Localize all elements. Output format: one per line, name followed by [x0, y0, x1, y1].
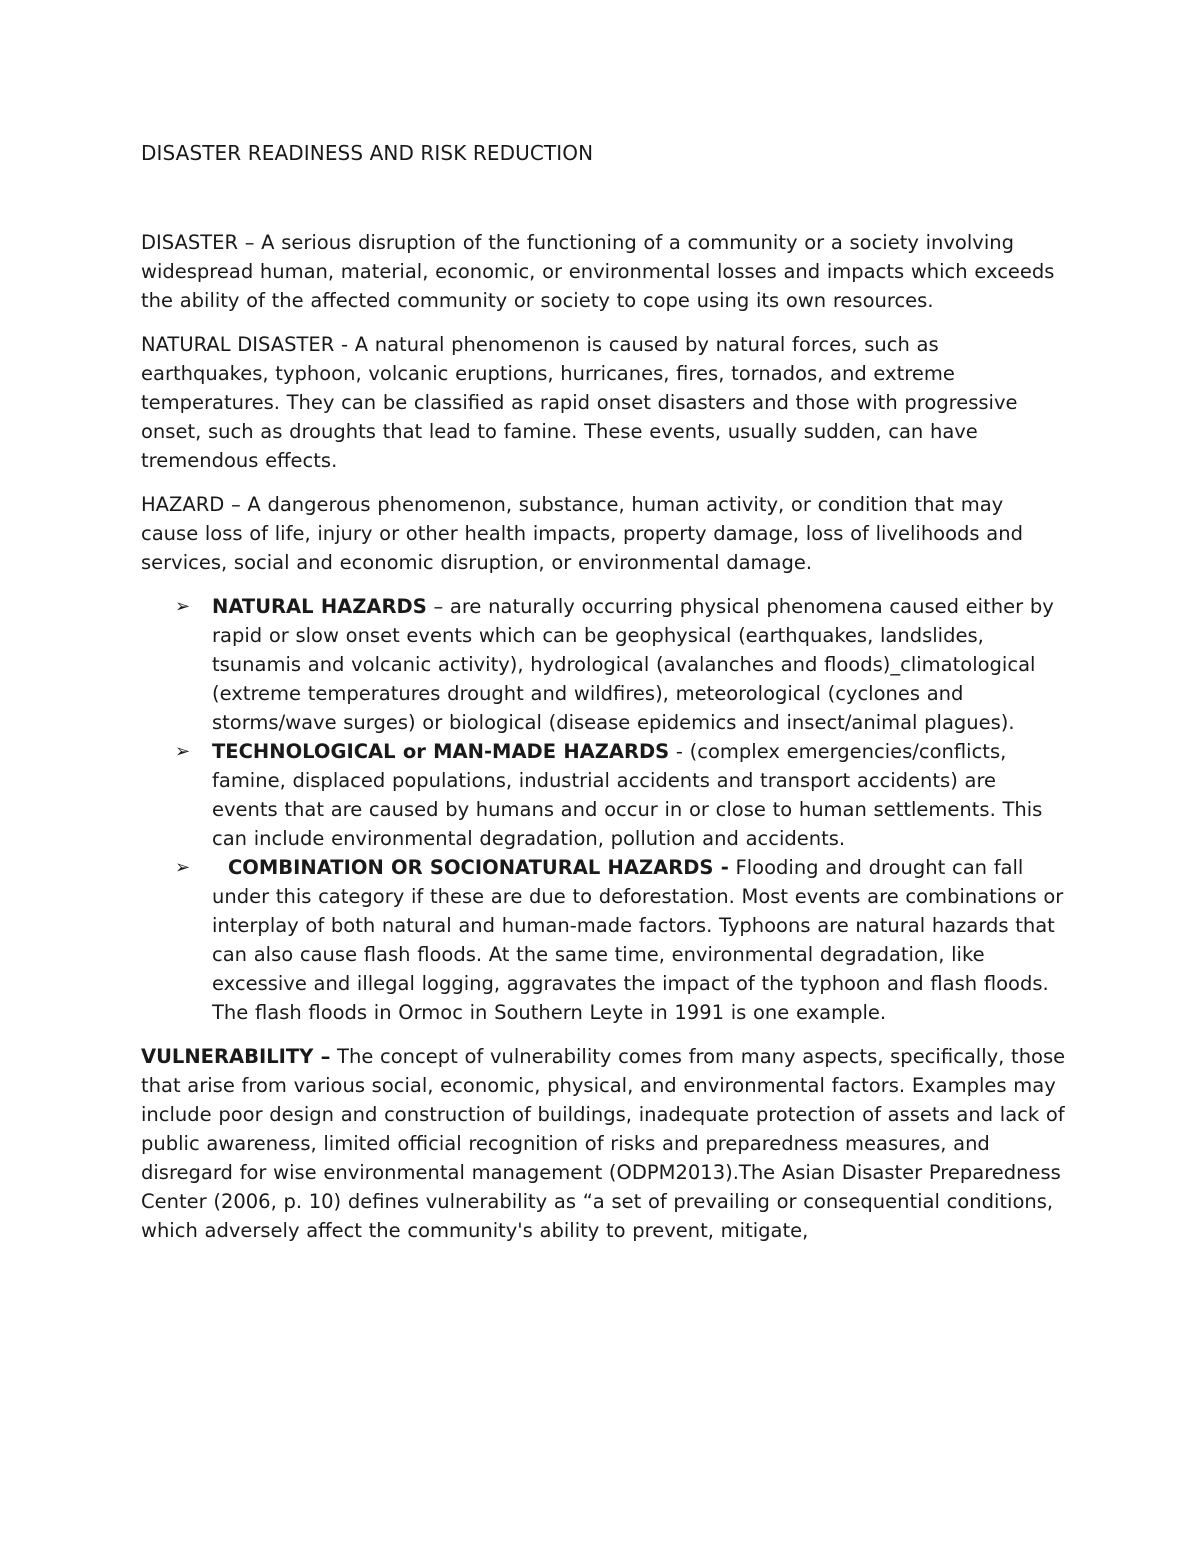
vulnerability-term: VULNERABILITY –	[141, 1045, 331, 1068]
hazard-text: – A dangerous phenomenon, substance, human activity, or condition that may cause loss of life, injury or other health impacts, property damage, loss of livelihoods and services, social and economic disruption, or environmental damage.	[141, 493, 1023, 574]
hazard-type-term: TECHNOLOGICAL or MAN-MADE HAZARDS	[212, 740, 670, 763]
vulnerability-text: The concept of vulnerability comes from many aspects, specifically, those that arise from various social, economic, physical, and environmental factors. Examples may include poor design and construction of buildings, inadequate protection of assets and lack of public awareness, limited official recognition of risks and preparedness measures, and disregard for wise environmental management (ODPM2013).The Asian Disaster Preparedness Center (2006, p. 10) defines vulnerability as “a set of prevailing or consequential conditions, which adversely affect the community's ability to prevent, mitigate,	[141, 1045, 1066, 1242]
arrowhead-bullet-icon: ➢	[175, 741, 191, 762]
document-page	[141, 138, 1066, 1245]
vulnerability-definition	[141, 1042, 1066, 1245]
hazard-term: HAZARD	[141, 493, 225, 516]
hazard-type-term: NATURAL HAZARDS	[212, 595, 427, 618]
hazard-type-text: – are naturally occurring physical phenomena caused either by rapid or slow onset events which can be geophysical (earthquakes, landslides, tsunamis and volcanic activity), hydrological (avalanches and floods)_climatological (extreme temperatures drought and wildfires), meteorological (cyclones and storms/wave surges) or biological (disease epidemics and insect/animal plagues).	[212, 595, 1054, 734]
hazard-definition	[141, 490, 1066, 577]
list-item	[141, 737, 1066, 853]
hazard-type-text: - (complex emergencies/conflicts, famine, displaced populations, industrial accidents and transport accidents) are events that are caused by humans and occur in or close to human settlements. This can include environmental degradation, pollution and accidents.	[212, 740, 1043, 850]
hazard-type-term: COMBINATION OR SOCIONATURAL HAZARDS -	[228, 856, 729, 879]
disaster-term: DISASTER	[141, 231, 239, 254]
arrowhead-bullet-icon: ➢	[175, 857, 191, 878]
hazard-types-list	[141, 592, 1066, 1027]
arrowhead-bullet-icon: ➢	[175, 596, 191, 617]
natural-disaster-definition	[141, 330, 1066, 475]
list-item	[141, 592, 1066, 737]
natural-disaster-term: NATURAL DISASTER	[141, 333, 335, 356]
disaster-definition	[141, 228, 1066, 315]
disaster-text: – A serious disruption of the functioning of a community or a society involving widespread human, material, economic, or environmental losses and impacts which exceeds the ability of the affected community or society to cope using its own resources.	[141, 231, 1055, 312]
hazard-type-text: Flooding and drought can fall under this category if these are due to deforestation. Most events are combinations or interplay of both natural and human-made factors. Typhoons are natural hazards that can also cause flash floods. At the same time, environmental degradation, like excessive and illegal logging, aggravates the impact of the typhoon and flash floods. The flash floods in Ormoc in Southern Leyte in 1991 is one example.	[212, 856, 1064, 1024]
natural-disaster-text: - A natural phenomenon is caused by natural forces, such as earthquakes, typhoon, volcanic eruptions, hurricanes, fires, tornados, and extreme temperatures. They can be classified as rapid onset disasters and those with progressive onset, such as droughts that lead to famine. These events, usually sudden, can have tremendous effects.	[141, 333, 1018, 472]
list-item	[141, 853, 1066, 1027]
document-title: DISASTER READINESS AND RISK REDUCTION	[141, 141, 594, 165]
